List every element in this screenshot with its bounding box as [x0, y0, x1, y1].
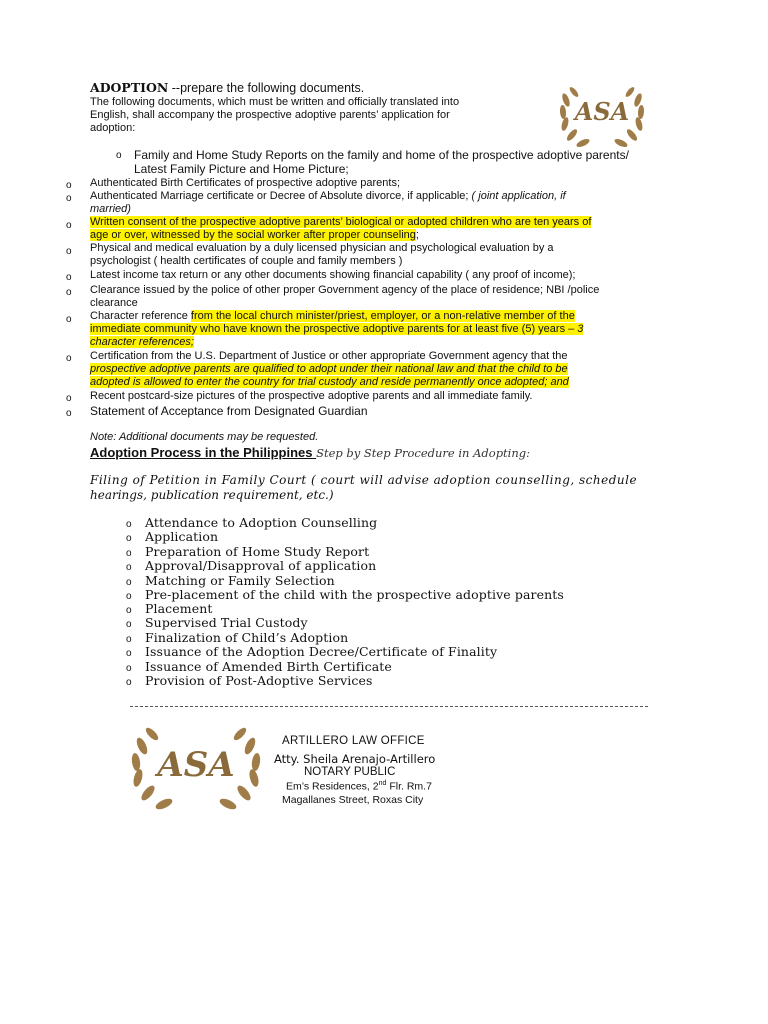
doc-item-5a: Physical and medical evaluation by a duly licensed physician and psychological evaluation by a	[90, 242, 554, 254]
doc-item-9b	[90, 363, 568, 376]
bullet-glyph: o	[126, 648, 132, 659]
process-step: Placement	[145, 601, 213, 616]
bullet-glyph: o	[66, 193, 72, 204]
process-step: Supervised Trial Custody	[145, 615, 308, 630]
process-step: Finalization of Child’s Adoption	[145, 630, 349, 645]
bullet-glyph: o	[126, 548, 132, 559]
doc-item-4a	[90, 216, 591, 229]
process-step: Attendance to Adoption Counselling	[145, 515, 378, 530]
attorney-name: Atty. Sheila Arenajo-Artillero	[274, 752, 436, 766]
bullet-glyph: o	[66, 220, 72, 231]
bullet-glyph: o	[116, 150, 122, 161]
doc-item-4a-text: Written consent of the prospective adoptive parents’ biological or adopted children who are ten years of	[90, 216, 592, 228]
doc-item-8a	[90, 310, 575, 323]
divider	[130, 706, 648, 707]
doc-item-3	[90, 190, 566, 203]
bullet-glyph: o	[126, 533, 132, 544]
doc-item-4b	[90, 229, 419, 242]
bullet-glyph: o	[126, 619, 132, 630]
doc-item-4b-text: age or over, witnessed by the social worker after proper counseling	[90, 229, 416, 241]
logo-text: ASA	[574, 97, 630, 126]
doc-item-8-hl1: from the local church minister/priest, employer, or a non-relative member of the	[190, 310, 575, 322]
bullet-glyph: o	[66, 314, 72, 325]
bullet-glyph: o	[66, 272, 72, 283]
firm-logo-bottom	[126, 722, 266, 814]
doc-item-8c	[90, 336, 194, 349]
doc-item-8-hl3: character references;	[90, 336, 194, 348]
doc-item-6: Latest income tax return or any other documents showing financial capability ( any proof of income);	[90, 269, 576, 281]
doc-item-7a: Clearance issued by the police of other proper Government agency of the place of residence; NBI /police	[90, 284, 600, 296]
doc-item-10: Recent postcard-size pictures of the prospective adoptive parents and all immediate family.	[90, 390, 533, 402]
logo-text: ASA	[157, 745, 235, 785]
doc-item-4-end: ;	[415, 229, 419, 241]
address-line-1	[286, 780, 432, 793]
doc-item-8-hl2: immediate community who have known the prospective adoptive parents for at least five (5) years –	[90, 323, 578, 335]
doc-title	[90, 80, 364, 95]
bullet-glyph: o	[66, 246, 72, 257]
process-heading	[90, 444, 530, 462]
intro-line-1: The following documents, which must be written and officially translated into	[90, 96, 460, 108]
address-1-sup: nd	[378, 780, 387, 787]
process-step: Matching or Family Selection	[145, 573, 335, 588]
address-line-2: Magallanes Street, Roxas City	[282, 794, 424, 806]
title-bold: ADOPTION	[90, 80, 169, 95]
doc-item-2: Authenticated Birth Certificates of prospective adoptive parents;	[90, 177, 401, 189]
filing-line-1: Filing of Petition in Family Court ( court will advise adoption counselling, schedule	[90, 473, 638, 487]
doc-item-9c	[90, 376, 569, 389]
address-1-pre: Em’s Residences, 2	[286, 780, 379, 793]
doc-item-8-pre: Character reference	[90, 310, 191, 322]
firm-logo-top	[556, 80, 648, 150]
office-name: ARTILLERO LAW OFFICE	[282, 735, 425, 747]
process-step: Application	[145, 529, 219, 544]
bullet-glyph: o	[66, 180, 72, 191]
bullet-glyph: o	[126, 634, 132, 645]
doc-item-5b: psychologist ( health certificates of couple and family members )	[90, 255, 403, 267]
bullet-glyph: o	[126, 519, 132, 530]
bullet-glyph: o	[126, 591, 132, 602]
doc-item-9-hl1: prospective adoptive parents are qualified to adopt under their national law and that the child to be	[90, 363, 568, 375]
title-rest: --prepare the following documents.	[168, 81, 365, 95]
address-1-post: Flr. Rm.7	[386, 780, 432, 793]
doc-item-3-note-2: married)	[90, 203, 131, 215]
doc-item-7b: clearance	[90, 297, 138, 309]
process-step: Provision of Post-Adoptive Services	[145, 673, 373, 688]
notary-public: NOTARY PUBLIC	[304, 766, 396, 778]
bullet-glyph: o	[126, 562, 132, 573]
intro-line-2: English, shall accompany the prospective adoptive parents’ application for	[90, 109, 450, 121]
bullet-glyph: o	[126, 677, 132, 688]
bullet-glyph: o	[126, 577, 132, 588]
process-step: Approval/Disapproval of application	[145, 558, 377, 573]
note: Note: Additional documents may be requested.	[90, 431, 319, 443]
process-subtitle: Step by Step Procedure in Adopting:	[316, 446, 531, 460]
process-step: Issuance of Amended Birth Certificate	[145, 659, 392, 674]
doc-item-11: Statement of Acceptance from Designated Guardian	[90, 404, 368, 418]
intro-line-3: adoption:	[90, 122, 136, 134]
process-step: Preparation of Home Study Report	[145, 544, 370, 559]
bullet-glyph: o	[66, 408, 72, 419]
bullet-glyph: o	[66, 353, 72, 364]
doc-item-1b: Latest Family Picture and Home Picture;	[134, 162, 349, 176]
filing-line-2: hearings, publication requirement, etc.)	[90, 488, 334, 502]
bullet-glyph: o	[126, 663, 132, 674]
process-title: Adoption Process in the Philippines	[90, 445, 317, 460]
doc-item-8b	[90, 323, 583, 336]
bullet-glyph: o	[126, 605, 132, 616]
process-step: Pre-placement of the child with the prospective adoptive parents	[145, 587, 564, 602]
bullet-glyph: o	[66, 287, 72, 298]
doc-item-3-text: Authenticated Marriage certificate or Decree of Absolute divorce, if applicable;	[90, 190, 469, 202]
doc-item-8-hl2-it: 3	[577, 323, 584, 335]
doc-item-1a: Family and Home Study Reports on the family and home of the prospective adoptive parents/	[134, 148, 629, 162]
process-step: Issuance of the Adoption Decree/Certificate of Finality	[145, 644, 498, 659]
bullet-glyph: o	[66, 393, 72, 404]
doc-item-9-hl2: adopted is allowed to enter the country for trial custody and reside permanently once adopted; and	[90, 376, 569, 388]
doc-item-9: Certification from the U.S. Department of Justice or other appropriate Government agency that the	[90, 350, 568, 362]
doc-item-3-note: ( joint application, if	[468, 190, 566, 202]
